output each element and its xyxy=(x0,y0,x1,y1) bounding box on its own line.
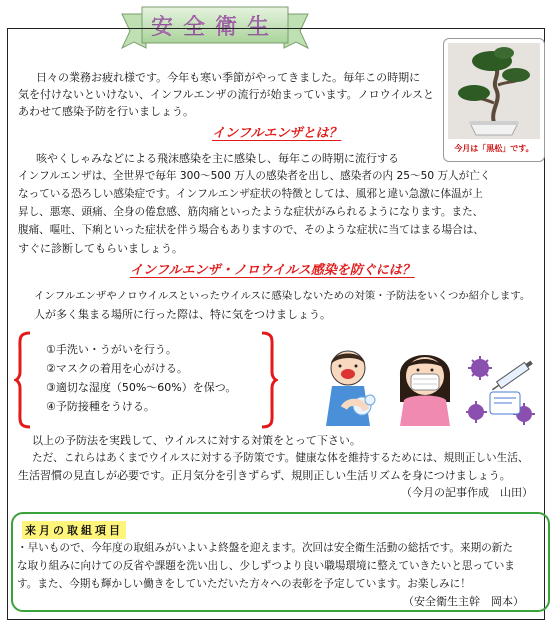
monthly-line-3: す。また、今期も輝かしい働きをしていただいた方々への表彰を予定しています。お楽しみに！ xyxy=(17,578,471,590)
section2-credit: （今月の記事作成 山田） xyxy=(401,486,533,499)
section1-line-6: すぐに診断してもらいましょう。 xyxy=(18,242,183,255)
vaccine-virus-icon xyxy=(466,352,536,426)
mask-person-icon xyxy=(396,346,454,426)
list-item: ③適切な湿度（50%～60%）を保つ。 xyxy=(46,381,237,394)
intro-line-2: 気を付けないといけない、インフルエンザの流行が始まっています。ノロウイルスと xyxy=(18,88,435,101)
list-item: ④予防接種をうける。 xyxy=(46,400,155,413)
monthly-plan-title: 来月の取組項目 xyxy=(22,521,126,539)
section1-line-3: なっている恐ろしい感染症です。インフルエンザ症状の特徴としては、風邪と違い急激に体温が上 xyxy=(18,188,483,200)
right-bracket-icon xyxy=(258,330,278,430)
bonsai-tree-icon xyxy=(444,39,544,143)
section2-after-1: 以上の予防法を実践して、ウイルスに対する対策をとって下さい。 xyxy=(32,434,361,447)
bonsai-photo xyxy=(443,38,545,162)
section1-line-2: インフルエンザは、全世界で毎年 300～500 万人の感染者を出し、感染者の内 25～50 万人が亡く xyxy=(18,170,491,182)
photo-caption: 今月は「黒松」です。 xyxy=(454,144,534,153)
list-item: ②マスクの着用を心がける。 xyxy=(46,362,188,375)
intro-line-1: 日々の業務お疲れ様です。今年も寒い季節がやってきました。毎年この時期に xyxy=(36,71,421,84)
section1-line-5: 腹痛、嘔吐、下痢といった症状を伴う場合もありますので、そのような症状に当てはまる場合は、 xyxy=(18,224,484,236)
section2-line-2: 人が多く集まる場所に行った際は、特に気をつけましょう。 xyxy=(34,308,331,321)
section-heading-prevention: インフルエンザ・ノロウイルス感染を防ぐには？ xyxy=(130,263,415,278)
list-item: ①手洗い・うがいを行う。 xyxy=(46,343,177,356)
section1-line-4: 昇し、悪寒、頭痛、全身の倦怠感、筋肉痛といったような症状がみられるようになります。また、 xyxy=(18,206,484,218)
left-bracket-icon xyxy=(14,330,34,430)
section2-after-3: 生活習慣の見直しが必要です。正月気分を引きずらず、規則正しい生活リズムを身につけましょう。 xyxy=(18,469,511,482)
monthly-plan-box xyxy=(11,512,550,612)
section1-line-1: 咳やくしゃみなどによる飛沫感染を主に感染し、毎年この時期に流行する xyxy=(36,152,399,165)
monthly-line-1: ・早いもので、今年度の取組みがいよいよ終盤を迎えます。次回は安全衛生活動の総括です。来期の新た xyxy=(17,542,513,554)
section2-after-2: ただ、これらはあくまでウイルスに対する予防策です。健康な体を維持するためには、規則正しい生活、 xyxy=(32,452,529,464)
banner-title: 安全衛生 xyxy=(150,15,280,40)
section-heading-influenza: インフルエンザとは？ xyxy=(212,126,342,141)
monthly-credit: （安全衛生主幹 岡本） xyxy=(403,595,524,608)
prevention-list xyxy=(46,340,236,416)
section2-line-1: インフルエンザやノロウイルスといったウイルスに感染しないための対策・予防法をいくつか紹介します。 xyxy=(34,290,531,302)
monthly-line-2: な取り組みに向けての反省や課題を洗い出し、少しずつより良い職場環境に整えていきたいと思っていま xyxy=(17,560,515,572)
intro-line-3: あわせて感染予防を行いましょう。 xyxy=(18,105,194,118)
gargle-wash-hands-icon xyxy=(322,348,380,426)
